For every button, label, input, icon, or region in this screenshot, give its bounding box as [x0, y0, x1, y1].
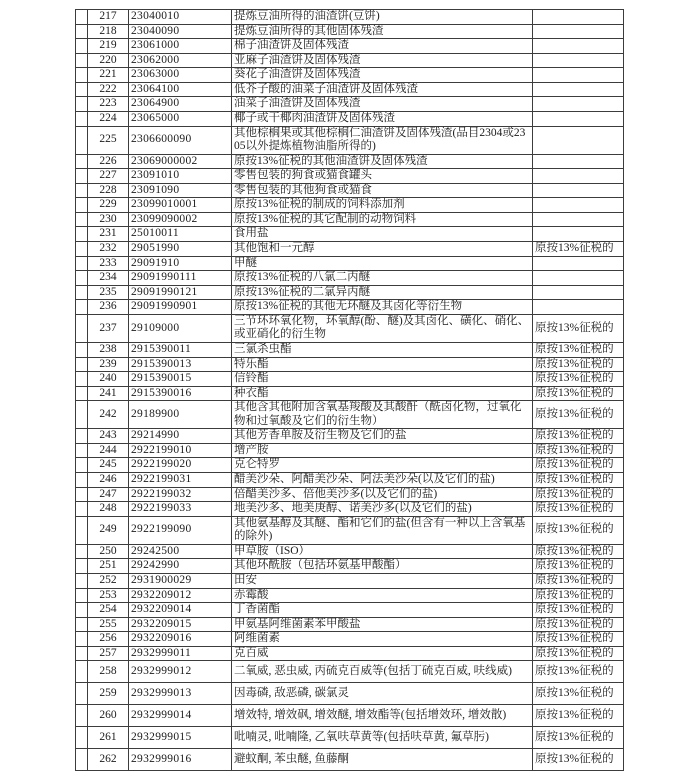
row-number: 226	[88, 154, 129, 169]
commodity-description: 原按13%征税的其他无环醚及其卤化等衍生物	[232, 300, 533, 315]
tax-remark: 原按13%征税的	[533, 487, 624, 502]
row-number: 236	[88, 300, 129, 315]
tax-remark	[533, 53, 624, 68]
hs-code: 23099090002	[129, 212, 232, 227]
row-number: 246	[88, 473, 129, 488]
left-margin-cell	[76, 24, 88, 39]
table-row	[76, 97, 624, 112]
table-row	[76, 242, 624, 257]
row-number: 260	[88, 705, 129, 727]
commodity-description: 醋美沙朵、阿醋美沙朵、阿法美沙朵(以及它们的盐)	[232, 473, 533, 488]
hs-code: 2922199010	[129, 443, 232, 458]
hs-code: 2915390016	[129, 386, 232, 401]
row-number: 220	[88, 53, 129, 68]
hs-code: 23063000	[129, 68, 232, 83]
commodity-description: 零售包装的狗食或猫食罐头	[232, 169, 533, 184]
tax-remark	[533, 300, 624, 315]
table-row	[76, 661, 624, 683]
tax-remark: 原按13%征税的	[533, 502, 624, 517]
commodity-description: 甲氨基阿维菌素苯甲酸盐	[232, 617, 533, 632]
hs-code: 2931900029	[129, 573, 232, 588]
table-row	[76, 429, 624, 444]
table-row	[76, 183, 624, 198]
hs-code: 25010011	[129, 227, 232, 242]
hs-code: 2922199033	[129, 502, 232, 517]
tax-remark: 原按13%征税的	[533, 473, 624, 488]
left-margin-cell	[76, 357, 88, 372]
table-row	[76, 487, 624, 502]
left-margin-cell	[76, 154, 88, 169]
hs-code: 23064900	[129, 97, 232, 112]
commodity-description: 信铃酯	[232, 372, 533, 387]
tax-remark	[533, 271, 624, 286]
tax-remark	[533, 97, 624, 112]
row-number: 248	[88, 502, 129, 517]
tax-remark: 原按13%征税的	[533, 749, 624, 771]
commodity-description: 食用盐	[232, 227, 533, 242]
row-number: 255	[88, 617, 129, 632]
tax-remark: 原按13%征税的	[533, 443, 624, 458]
hs-code: 23040090	[129, 24, 232, 39]
row-number: 258	[88, 661, 129, 683]
hs-code: 23099010001	[129, 198, 232, 213]
tax-remark: 原按13%征税的	[533, 516, 624, 544]
commodity-description: 原按13%征税的二氯异丙醚	[232, 285, 533, 300]
row-number: 229	[88, 198, 129, 213]
tax-remark: 原按13%征税的	[533, 458, 624, 473]
table-row	[76, 458, 624, 473]
row-number: 224	[88, 111, 129, 126]
table-row	[76, 82, 624, 97]
table-row	[76, 314, 624, 342]
tax-remark	[533, 285, 624, 300]
tax-remark	[533, 24, 624, 39]
commodity-description: 提炼豆油所得的其他固体残渣	[232, 24, 533, 39]
tax-remark: 原按13%征税的	[533, 661, 624, 683]
left-margin-cell	[76, 212, 88, 227]
commodity-description: 避蚊酮, 苯虫醚, 鱼藤酮	[232, 749, 533, 771]
commodity-description: 赤霉酸	[232, 588, 533, 603]
table-row	[76, 198, 624, 213]
tax-remark: 原按13%征税的	[533, 401, 624, 429]
row-number: 238	[88, 342, 129, 357]
tax-remark	[533, 10, 624, 25]
commodity-description: 其他环酰胺（包括环氨基甲酸酯）	[232, 559, 533, 574]
left-margin-cell	[76, 603, 88, 618]
left-margin-cell	[76, 198, 88, 213]
left-margin-cell	[76, 544, 88, 559]
hs-code: 23061000	[129, 39, 232, 54]
table-row	[76, 256, 624, 271]
commodity-description: 其他含其他附加含氧基羧酸及其酸酐（酰卤化物，过氧化物和过氧酸及它们的衍生物）	[232, 401, 533, 429]
tax-remark: 原按13%征税的	[533, 429, 624, 444]
row-number: 256	[88, 632, 129, 647]
tariff-table	[75, 9, 624, 771]
left-margin-cell	[76, 300, 88, 315]
tax-remark	[533, 126, 624, 154]
left-margin-cell	[76, 401, 88, 429]
tax-remark: 原按13%征税的	[533, 588, 624, 603]
table-row	[76, 473, 624, 488]
commodity-description: 三氯杀虫酯	[232, 342, 533, 357]
commodity-description: 油菜子油渣饼及固体残渣	[232, 97, 533, 112]
commodity-description: 原按13%征税的制成的饲料添加剂	[232, 198, 533, 213]
left-margin-cell	[76, 111, 88, 126]
table-row	[76, 727, 624, 749]
tax-remark: 原按13%征税的	[533, 603, 624, 618]
table-row	[76, 502, 624, 517]
row-number: 228	[88, 183, 129, 198]
table-row	[76, 357, 624, 372]
left-margin-cell	[76, 342, 88, 357]
commodity-description: 三节环环氧化物，环氧醇(酚、醚)及其卤化、磺化、硝化、或亚硝化的衍生物	[232, 314, 533, 342]
row-number: 252	[88, 573, 129, 588]
left-margin-cell	[76, 227, 88, 242]
left-margin-cell	[76, 169, 88, 184]
row-number: 230	[88, 212, 129, 227]
table-row	[76, 212, 624, 227]
left-margin-cell	[76, 588, 88, 603]
tax-remark: 原按13%征税的	[533, 573, 624, 588]
tax-remark	[533, 68, 624, 83]
hs-code: 23040010	[129, 10, 232, 25]
row-number: 239	[88, 357, 129, 372]
table-row	[76, 683, 624, 705]
commodity-description: 吡喃灵, 吡喃隆, 乙氧呋草黄等(包括呋草黄, 氟草肟)	[232, 727, 533, 749]
row-number: 243	[88, 429, 129, 444]
left-margin-cell	[76, 473, 88, 488]
tax-remark	[533, 111, 624, 126]
tax-remark: 原按13%征税的	[533, 386, 624, 401]
left-margin-cell	[76, 97, 88, 112]
table-row	[76, 154, 624, 169]
row-number: 240	[88, 372, 129, 387]
tax-remark: 原按13%征税的	[533, 559, 624, 574]
tax-remark: 原按13%征税的	[533, 705, 624, 727]
row-number: 217	[88, 10, 129, 25]
commodity-description: 亚麻子油渣饼及固体残渣	[232, 53, 533, 68]
hs-code: 29242500	[129, 544, 232, 559]
commodity-description: 田安	[232, 573, 533, 588]
commodity-description: 提炼豆油所得的油渣饼(豆饼)	[232, 10, 533, 25]
commodity-description: 原按13%征税的其它配制的动物饲料	[232, 212, 533, 227]
table-row	[76, 68, 624, 83]
tax-remark: 原按13%征税的	[533, 632, 624, 647]
tax-remark	[533, 227, 624, 242]
commodity-description: 其他芳香单胺及衍生物及它们的盐	[232, 429, 533, 444]
left-margin-cell	[76, 573, 88, 588]
table-row	[76, 271, 624, 286]
commodity-description: 倍醋美沙多、倍他美沙多(以及它们的盐)	[232, 487, 533, 502]
hs-code: 2932209015	[129, 617, 232, 632]
table-row	[76, 603, 624, 618]
table-row	[76, 24, 624, 39]
commodity-description: 甲草胺（ISO）	[232, 544, 533, 559]
hs-code: 29189900	[129, 401, 232, 429]
left-margin-cell	[76, 632, 88, 647]
tax-remark	[533, 212, 624, 227]
row-number: 262	[88, 749, 129, 771]
table-row	[76, 227, 624, 242]
hs-code: 2306600090	[129, 126, 232, 154]
hs-code: 2932209016	[129, 632, 232, 647]
left-margin-cell	[76, 683, 88, 705]
hs-code: 2915390011	[129, 342, 232, 357]
hs-code: 2932999016	[129, 749, 232, 771]
table-row	[76, 342, 624, 357]
left-margin-cell	[76, 314, 88, 342]
left-margin-cell	[76, 749, 88, 771]
row-number: 247	[88, 487, 129, 502]
left-margin-cell	[76, 646, 88, 661]
hs-code: 2932999014	[129, 705, 232, 727]
left-margin-cell	[76, 727, 88, 749]
commodity-description: 其他饱和一元醇	[232, 242, 533, 257]
commodity-description: 增效特, 增效砜, 增效醚, 增效酯等(包括增效环, 增效散)	[232, 705, 533, 727]
hs-code: 29091910	[129, 256, 232, 271]
left-margin-cell	[76, 53, 88, 68]
hs-code: 23069000002	[129, 154, 232, 169]
hs-code: 23062000	[129, 53, 232, 68]
row-number: 242	[88, 401, 129, 429]
tax-remark: 原按13%征税的	[533, 683, 624, 705]
table-row	[76, 401, 624, 429]
commodity-description: 其他棕榈果或其他棕榈仁油渣饼及固体残渣(品目2304或2305以外提炼植物油脂所得的)	[232, 126, 533, 154]
commodity-description: 其他氨基醇及其醚、酯和它们的盐(但含有一种以上含氧基的除外)	[232, 516, 533, 544]
commodity-description: 因毒磷, 敌恶磷, 碳氯灵	[232, 683, 533, 705]
left-margin-cell	[76, 458, 88, 473]
commodity-description: 特乐酯	[232, 357, 533, 372]
hs-code: 29091990901	[129, 300, 232, 315]
left-margin-cell	[76, 256, 88, 271]
table-row	[76, 749, 624, 771]
commodity-description: 低芥子酸的油菜子油渣饼及固体残渣	[232, 82, 533, 97]
tax-remark: 原按13%征税的	[533, 342, 624, 357]
left-margin-cell	[76, 617, 88, 632]
row-number: 259	[88, 683, 129, 705]
row-number: 221	[88, 68, 129, 83]
left-margin-cell	[76, 661, 88, 683]
row-number: 223	[88, 97, 129, 112]
table-row	[76, 126, 624, 154]
commodity-description: 原按13%征税的八氯二丙醚	[232, 271, 533, 286]
hs-code: 2922199031	[129, 473, 232, 488]
row-number: 257	[88, 646, 129, 661]
left-margin-cell	[76, 68, 88, 83]
commodity-description: 葵花子油渣饼及固体残渣	[232, 68, 533, 83]
commodity-description: 阿维菌素	[232, 632, 533, 647]
hs-code: 2922199032	[129, 487, 232, 502]
hs-code: 23064100	[129, 82, 232, 97]
table-row	[76, 573, 624, 588]
row-number: 233	[88, 256, 129, 271]
tax-remark: 原按13%征税的	[533, 646, 624, 661]
table-row	[76, 300, 624, 315]
hs-code: 2922199090	[129, 516, 232, 544]
hs-code: 23091010	[129, 169, 232, 184]
tax-remark	[533, 198, 624, 213]
tax-remark	[533, 82, 624, 97]
tax-remark: 原按13%征税的	[533, 544, 624, 559]
hs-code: 2932209012	[129, 588, 232, 603]
hs-code: 2932999011	[129, 646, 232, 661]
hs-code: 29091990111	[129, 271, 232, 286]
table-row	[76, 544, 624, 559]
hs-code: 2915390015	[129, 372, 232, 387]
row-number: 245	[88, 458, 129, 473]
table-row	[76, 10, 624, 25]
commodity-description: 椰子或干椰肉油渣饼及固体残渣	[232, 111, 533, 126]
commodity-description: 克百威	[232, 646, 533, 661]
hs-code: 29091990121	[129, 285, 232, 300]
row-number: 235	[88, 285, 129, 300]
tax-remark	[533, 154, 624, 169]
left-margin-cell	[76, 82, 88, 97]
hs-code: 29242990	[129, 559, 232, 574]
commodity-description: 零售包装的其他狗食或猫食	[232, 183, 533, 198]
left-margin-cell	[76, 487, 88, 502]
row-number: 222	[88, 82, 129, 97]
row-number: 253	[88, 588, 129, 603]
table-row	[76, 39, 624, 54]
hs-code: 2922199020	[129, 458, 232, 473]
commodity-description: 种衣酯	[232, 386, 533, 401]
row-number: 232	[88, 242, 129, 257]
row-number: 227	[88, 169, 129, 184]
left-margin-cell	[76, 271, 88, 286]
left-margin-cell	[76, 386, 88, 401]
left-margin-cell	[76, 559, 88, 574]
left-margin-cell	[76, 183, 88, 198]
hs-code: 2932999015	[129, 727, 232, 749]
row-number: 249	[88, 516, 129, 544]
commodity-description: 地美沙多、地美庚醇、诺美沙多(以及它们的盐)	[232, 502, 533, 517]
row-number: 231	[88, 227, 129, 242]
commodity-description: 原按13%征税的其他油渣饼及固体残渣	[232, 154, 533, 169]
left-margin-cell	[76, 429, 88, 444]
hs-code: 2932999012	[129, 661, 232, 683]
row-number: 261	[88, 727, 129, 749]
hs-code: 29109000	[129, 314, 232, 342]
hs-code: 2932999013	[129, 683, 232, 705]
commodity-description: 棉子油渣饼及固体残渣	[232, 39, 533, 54]
table-row	[76, 588, 624, 603]
left-margin-cell	[76, 516, 88, 544]
table-row	[76, 516, 624, 544]
table-row	[76, 372, 624, 387]
tax-remark	[533, 256, 624, 271]
row-number: 244	[88, 443, 129, 458]
hs-code: 29214990	[129, 429, 232, 444]
tax-remark	[533, 39, 624, 54]
table-row	[76, 169, 624, 184]
table-row	[76, 111, 624, 126]
tax-remark: 原按13%征税的	[533, 242, 624, 257]
commodity-description: 二氧威, 恶虫威, 丙硫克百威等(包括丁硫克百威, 呋线威)	[232, 661, 533, 683]
table-row	[76, 285, 624, 300]
left-margin-cell	[76, 372, 88, 387]
left-margin-cell	[76, 705, 88, 727]
row-number: 234	[88, 271, 129, 286]
row-number: 219	[88, 39, 129, 54]
left-margin-cell	[76, 502, 88, 517]
left-margin-cell	[76, 126, 88, 154]
row-number: 237	[88, 314, 129, 342]
table-row	[76, 443, 624, 458]
row-number: 254	[88, 603, 129, 618]
tax-remark	[533, 169, 624, 184]
tax-remark: 原按13%征税的	[533, 314, 624, 342]
row-number: 250	[88, 544, 129, 559]
table-row	[76, 559, 624, 574]
table-row	[76, 646, 624, 661]
commodity-description: 丁香菌酯	[232, 603, 533, 618]
table-row	[76, 53, 624, 68]
left-margin-cell	[76, 39, 88, 54]
tariff-table-body	[76, 10, 624, 771]
left-margin-cell	[76, 10, 88, 25]
hs-code: 2915390013	[129, 357, 232, 372]
tax-remark	[533, 183, 624, 198]
row-number: 225	[88, 126, 129, 154]
commodity-description: 增产胺	[232, 443, 533, 458]
row-number: 251	[88, 559, 129, 574]
hs-code: 2932209014	[129, 603, 232, 618]
hs-code: 29051990	[129, 242, 232, 257]
left-margin-cell	[76, 443, 88, 458]
commodity-description: 克仑特罗	[232, 458, 533, 473]
table-row	[76, 386, 624, 401]
table-row	[76, 617, 624, 632]
commodity-description: 甲醚	[232, 256, 533, 271]
hs-code: 23091090	[129, 183, 232, 198]
row-number: 218	[88, 24, 129, 39]
table-row	[76, 705, 624, 727]
tax-remark: 原按13%征税的	[533, 727, 624, 749]
hs-code: 23065000	[129, 111, 232, 126]
row-number: 241	[88, 386, 129, 401]
tax-remark: 原按13%征税的	[533, 357, 624, 372]
tax-remark: 原按13%征税的	[533, 372, 624, 387]
left-margin-cell	[76, 242, 88, 257]
tax-remark: 原按13%征税的	[533, 617, 624, 632]
table-row	[76, 632, 624, 647]
left-margin-cell	[76, 285, 88, 300]
